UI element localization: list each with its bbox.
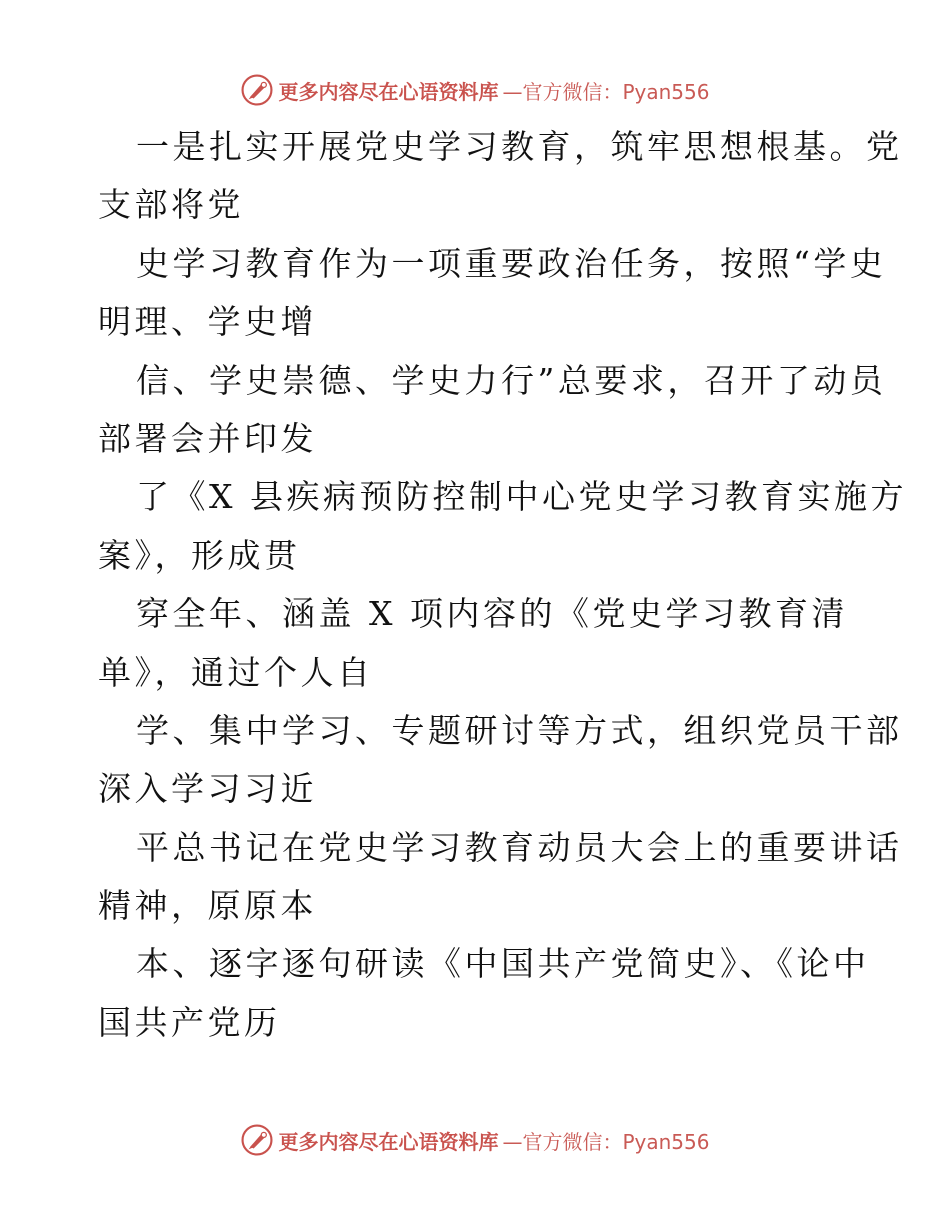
header-watermark	[0, 70, 950, 110]
body-line: 案》，形成贯	[98, 535, 301, 575]
body-line: 一是扎实开展党史学习教育，筑牢思想根基。党	[136, 127, 903, 166]
body-line: 了《X 县疾病预防控制中心党史学习教育实施方	[136, 477, 907, 517]
body-line: 学、集中学习、专题研讨等方式，组织党员干部	[136, 710, 903, 750]
body-line: 支部将党	[98, 185, 244, 225]
body-line: 本、逐字逐句研读《中国共产党简史》、《论中	[136, 944, 870, 984]
body-line: 明理、学史增	[98, 302, 317, 342]
body-line: 部署会并印发	[98, 418, 317, 458]
footer-watermark	[0, 1120, 950, 1160]
body-line: 信、学史崇德、学史力行”总要求，召开了动员	[136, 360, 887, 400]
document-body	[98, 118, 907, 1052]
body-line: 国共产党历	[98, 1002, 281, 1042]
body-line: 平总书记在党史学习教育动员大会上的重要讲话	[136, 827, 903, 867]
body-line: 穿全年、涵盖 X 项内容的《党史学习教育清	[136, 594, 848, 634]
pen-nib-logo-icon	[240, 73, 274, 107]
watermark-title: 更多内容尽在心语资料库	[278, 1129, 499, 1154]
pen-nib-logo-icon	[240, 1123, 274, 1157]
watermark-contact: —官方微信：Pyan556	[502, 1129, 710, 1154]
body-line: 史学习教育作为一项重要政治任务，按照“学史	[136, 243, 887, 283]
watermark-title: 更多内容尽在心语资料库	[278, 79, 499, 104]
watermark-contact: —官方微信：Pyan556	[502, 79, 710, 104]
body-line: 精神，原原本	[98, 886, 317, 926]
body-line: 单》，通过个人自	[98, 652, 374, 692]
body-line: 深入学习习近	[98, 769, 317, 809]
